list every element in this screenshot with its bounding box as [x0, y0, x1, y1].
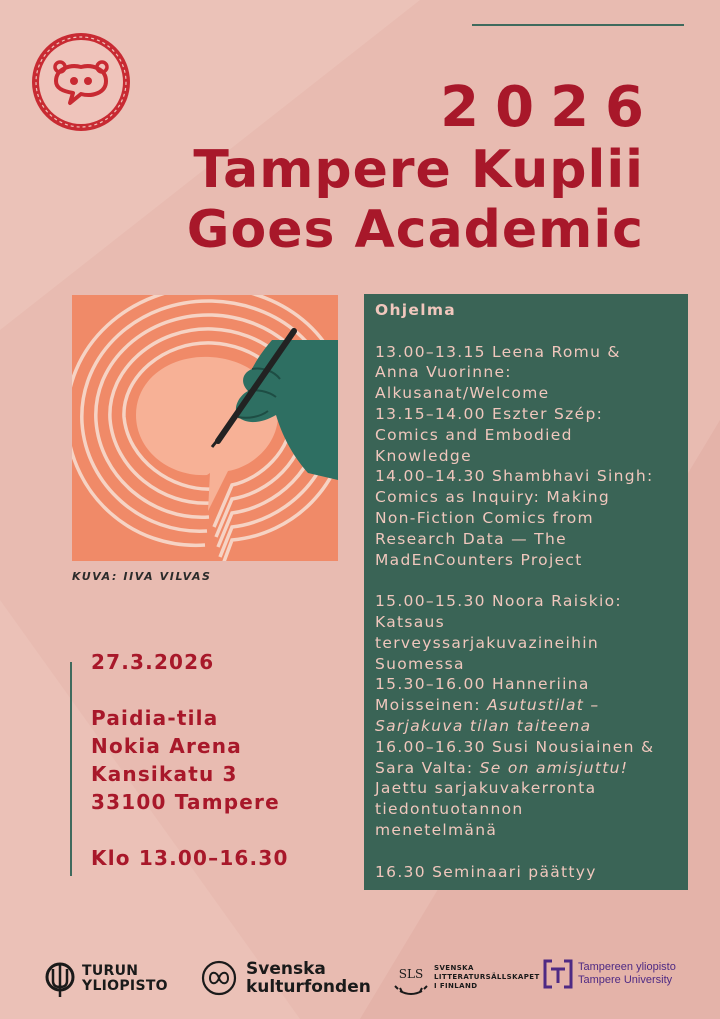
- event-building: Nokia Arena: [91, 734, 242, 758]
- knot-icon: [200, 959, 238, 997]
- laurel-icon: SLS: [392, 955, 430, 999]
- event-time: Klo 13.00–16.30: [91, 846, 289, 870]
- top-rule: [472, 24, 684, 26]
- event-venue: Paidia-tila: [91, 706, 219, 730]
- event-postal: 33100 Tampere: [91, 790, 280, 814]
- trident-icon: [44, 959, 76, 999]
- program-item: 15.00–15.30 Noora Raiskio: Katsaus terveyssarjakuvazineihin Suomessa: [375, 592, 622, 673]
- poster-title: [186, 75, 660, 260]
- title-line-1: Tampere Kuplii: [193, 140, 644, 200]
- tampere-university-logo: Tampereen yliopisto Tampere University: [542, 957, 676, 991]
- program-heading: Ohjelma: [375, 301, 457, 319]
- image-credit: KUVA: IIVA VILVAS: [72, 570, 212, 583]
- title-year: 2026: [440, 75, 660, 140]
- event-details-rule: [70, 662, 72, 876]
- program-item: 13.00–13.15 Leena Romu & Anna Vuorinne: Alkusanat/Welcome: [375, 342, 621, 403]
- program-end: 16.30 Seminaari päättyy: [375, 862, 597, 881]
- kuplii-logo: [30, 31, 132, 133]
- program-item: 13.15–14.00 Eszter Szép: Comics and Embodied Knowledge: [375, 404, 604, 465]
- program-item: 15.30–16.00 Hanneriina Moisseinen: Asutustilat – Sarjakuva tilan taiteena: [375, 675, 600, 735]
- event-details: [91, 648, 289, 872]
- turku-university-logo: TURUN YLIOPISTO: [44, 959, 168, 999]
- bracket-t-icon: [542, 957, 574, 991]
- event-date: 27.3.2026: [91, 650, 215, 674]
- program-item: 16.00–16.30 Susi Nousiainen & Sara Valta: Se on amisjuttu! Jaettu sarjakuvakerronta tiedontuotannon menetelmänä: [375, 737, 655, 839]
- program-panel: [364, 294, 688, 890]
- title-line-2: Goes Academic: [186, 200, 644, 260]
- sls-logo: SLS SVENSKA LITTERATURSÄLLSKAPET I FINLAND: [392, 955, 540, 999]
- event-street: Kansikatu 3: [91, 762, 238, 786]
- partner-logos: [0, 955, 720, 1005]
- svenska-kulturfonden-logo: Svenska kulturfonden: [200, 959, 371, 997]
- speech-bubble-illustration: [72, 295, 338, 561]
- program-item: 14.00–14.30 Shambhavi Singh: Comics as Inquiry: Making Non-Fiction Comics from Research Data — The MadEnCounters Project: [375, 467, 654, 569]
